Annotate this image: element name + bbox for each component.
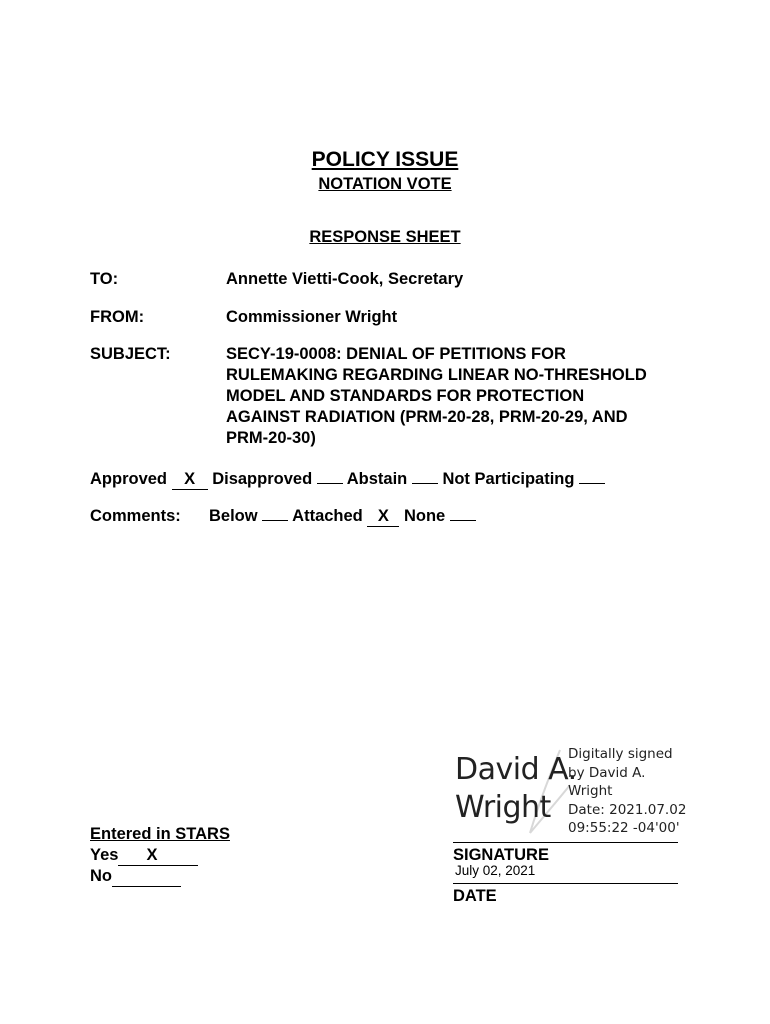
from-value: Commissioner Wright (226, 308, 398, 326)
date-rule (453, 883, 678, 884)
subject-line: SECY-19-0008: DENIAL OF PETITIONS FOR (226, 345, 566, 363)
below-blank (262, 520, 288, 521)
approved-mark: X (172, 470, 208, 490)
signature-detail-line: Digitally signed (568, 746, 673, 762)
attached-label: Attached (292, 507, 363, 525)
subject-line: PRM-20-30) (226, 429, 316, 447)
not-participating-label: Not Participating (442, 470, 575, 488)
comments-options (209, 507, 476, 527)
signer-name-line2: Wright (455, 790, 551, 825)
signer-name-line1: David A. (455, 752, 577, 787)
page-title: POLICY ISSUE (311, 148, 459, 171)
subject-value (226, 344, 647, 449)
stars-no (90, 867, 181, 887)
abstain-label: Abstain (346, 470, 408, 488)
not-participating-blank (579, 483, 605, 484)
yes-mark: X (118, 846, 198, 866)
subject-line: AGAINST RADIATION (PRM-20-28, PRM-20-29, AND (226, 408, 628, 426)
subject-line: MODEL AND STANDARDS FOR PROTECTION (226, 387, 585, 405)
to-value: Annette Vietti-Cook, Secretary (226, 270, 464, 288)
stars-title: Entered in STARS (90, 825, 230, 843)
sheet-title: RESPONSE SHEET (309, 228, 461, 246)
disapproved-blank (317, 483, 343, 484)
signature-detail-line: by David A. (568, 764, 646, 781)
none-label: None (403, 507, 446, 525)
date-label: DATE (453, 887, 497, 905)
signature-detail-line: 09:55:22 -04'00' (568, 820, 680, 836)
vote-line (90, 470, 605, 490)
abstain-blank (412, 483, 438, 484)
subject-line: RULEMAKING REGARDING LINEAR NO-THRESHOLD (226, 366, 647, 384)
comments-label: Comments: (90, 507, 181, 525)
yes-label: Yes (90, 846, 119, 864)
signature-details (568, 745, 686, 838)
page-subtitle: NOTATION VOTE (318, 175, 452, 193)
disapproved-label: Disapproved (212, 470, 313, 488)
no-label: No (90, 867, 112, 885)
signature-rule (453, 842, 678, 843)
none-blank (450, 520, 476, 521)
signature-detail-line: Wright (568, 783, 613, 799)
to-label: TO: (90, 270, 119, 288)
from-label: FROM: (90, 308, 145, 326)
signature-detail-line: Date: 2021.07.02 (568, 801, 687, 818)
subject-label: SUBJECT: (90, 345, 171, 363)
no-blank (112, 867, 181, 887)
approved-label: Approved (90, 470, 168, 488)
signature-label: SIGNATURE (453, 846, 549, 864)
below-label: Below (209, 507, 258, 525)
stars-yes (90, 846, 198, 866)
date-value: July 02, 2021 (455, 863, 536, 878)
attached-mark: X (367, 507, 399, 527)
